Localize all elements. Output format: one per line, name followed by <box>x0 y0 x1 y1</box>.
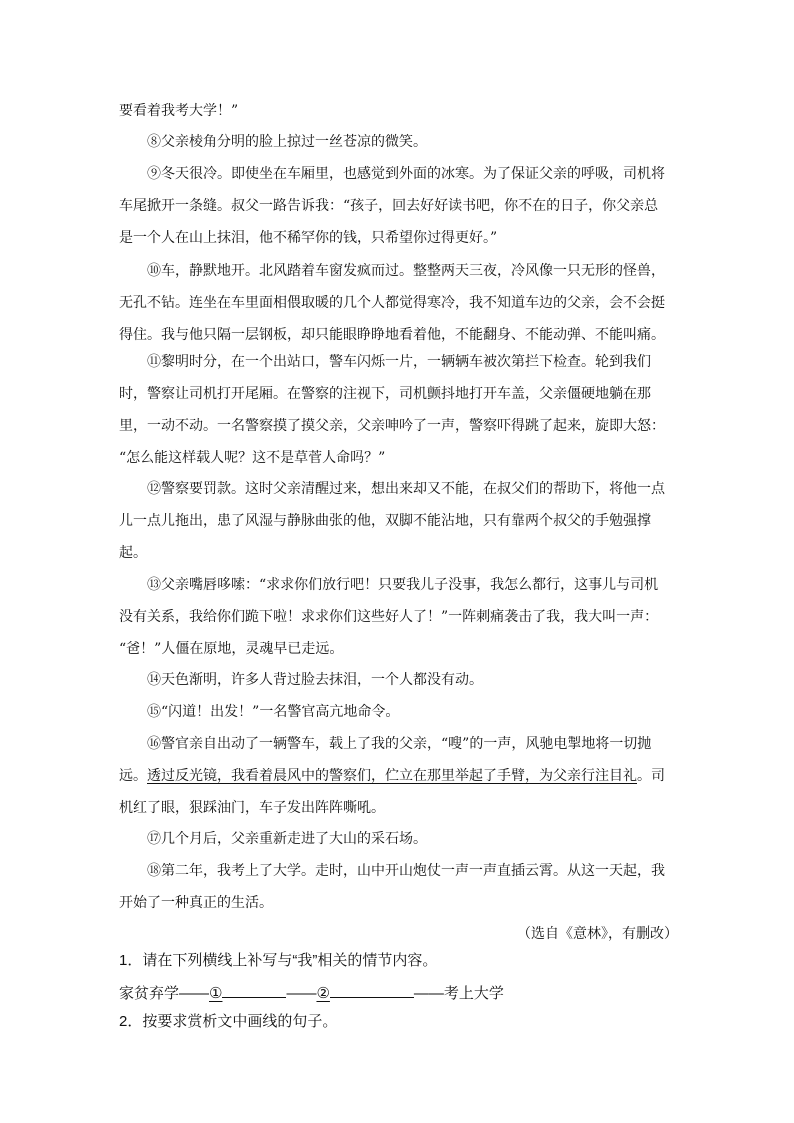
paragraph-9: ⑨冬天很冷。即使坐在车厢里，也感觉到外面的冰寒。为了保证父亲的呼吸，司机将 <box>147 166 665 182</box>
question-2: 2．按要求赏析文中画线的句子。 <box>119 1013 338 1030</box>
plot-connector: —— <box>286 985 317 1002</box>
paragraph-18: ⑱第二年，我考上了大学。走时，山中开山炮仗一声一声直插云霄。从这一天起，我 <box>147 863 665 879</box>
source-citation: （选自《意林》，有删改） <box>517 925 678 941</box>
blank-2-number: ② <box>316 985 330 1002</box>
answer-blank-2[interactable] <box>330 982 414 998</box>
story-text: 。司 <box>637 768 665 784</box>
story-line: 时，警察让司机打开尾厢。在警察的注视下，司机颤抖地打开车盖，父亲僵硬地躺在那 <box>119 386 651 402</box>
story-line: 车尾掀开一条缝。叔父一路告诉我：“孩子，回去好好读书吧，你不在的日子，你父亲总 <box>119 198 659 214</box>
paragraph-17: ⑰几个月后，父亲重新走进了大山的采石场。 <box>147 831 427 847</box>
story-line: 机红了眼，狠踩油门，车子发出阵阵嘶吼。 <box>119 800 385 816</box>
paragraph-15: ⑮“闪道！出发！”一名警官高亢地命令。 <box>147 704 400 720</box>
story-line: “怎么能这样载人呢？这不是草菅人命吗？” <box>119 450 386 466</box>
story-line: 得住。我与他只隔一层钢板，却只能眼睁睁地看着他，不能翻身、不能动弹、不能叫痛。 <box>119 327 665 343</box>
story-line: 无孔不钻。连坐在车里面相偎取暖的几个人都觉得寒冷，我不知道车边的父亲，会不会挺 <box>119 295 665 311</box>
paragraph-12: ⑫警察要罚款。这时父亲清醒过来，想出来却又不能，在叔父们的帮助下，将他一点 <box>147 481 665 497</box>
underlined-sentence: 透过反光镜，我看着晨风中的警察们，伫立在那里举起了手臂，为父亲行注目礼 <box>147 768 637 784</box>
paragraph-14: ⑭天色渐明，许多人背过脸去抹泪，一个人都没有动。 <box>147 672 483 688</box>
paragraph-10: ⑩车，静默地开。北风踏着车窗发疯而过。整整两天三夜，冷风像一只无形的怪兽， <box>147 263 665 279</box>
plot-end: ——考上大学 <box>413 985 504 1002</box>
paragraph-8: ⑧父亲棱角分明的脸上掠过一丝苍凉的微笑。 <box>147 134 427 150</box>
story-text: 远。 <box>119 768 147 784</box>
story-line: 是一个人在山上抹泪，他不稀罕你的钱，只希望你过得更好。” <box>119 230 498 246</box>
story-line: 起。 <box>119 545 147 561</box>
plot-start: 家贫弃学—— <box>119 985 210 1002</box>
story-line: 里，一动不动。一名警察摸了摸父亲，父亲呻吟了一声，警察吓得跳了起来，旋即大怒： <box>119 418 665 434</box>
question-1: 1．请在下列横线上补写与“我”相关的情节内容。 <box>119 952 438 969</box>
answer-blank-1[interactable] <box>222 982 286 998</box>
paragraph-11: ⑪黎明时分，在一个出站口，警车闪烁一片，一辆辆车被次第拦下检查。轮到我们 <box>147 354 651 370</box>
blank-1-number: ① <box>209 985 223 1002</box>
story-line <box>119 766 665 786</box>
story-line: 没有关系，我给你们跪下啦！求求你们这些好人了！”一阵刺痛袭击了我，我大叫一声： <box>119 609 659 625</box>
paragraph-13: ⑬父亲嘴唇哆嗦：“求求你们放行吧！只要我儿子没事，我怎么都行，这事儿与司机 <box>147 577 659 593</box>
story-line: 开始了一种真正的生活。 <box>119 895 273 911</box>
paragraph-16: ⑯警官亲自出动了一辆警车，载上了我的父亲，“嗖”的一声，风驰电掣地将一切抛 <box>147 736 652 752</box>
plot-sequence <box>119 982 504 1004</box>
story-line: 要看着我考大学！” <box>119 103 239 119</box>
story-line: 儿一点儿拖出，患了风湿与静脉曲张的他，双脚不能沾地，只有靠两个叔父的手勉强撑 <box>119 513 651 529</box>
story-line: “爸！”人僵在原地，灵魂早已走远。 <box>119 641 344 657</box>
